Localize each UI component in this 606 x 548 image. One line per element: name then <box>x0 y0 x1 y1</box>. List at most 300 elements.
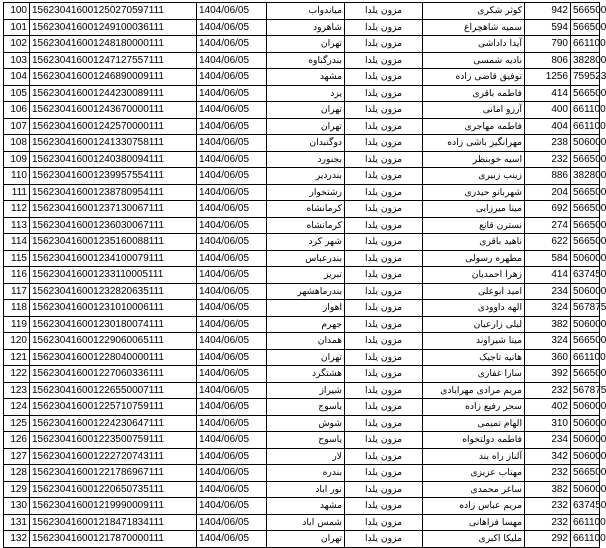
cell-date: 1404/06/05 <box>197 316 267 333</box>
cell-customer-name: مهسا فراهانی <box>423 514 525 531</box>
cell-city: شاهرود <box>267 19 345 36</box>
cell-amount: 566500 <box>571 366 600 383</box>
cell-date: 1404/06/05 <box>197 135 267 152</box>
cell-customer-name: کوثر شکری <box>423 3 525 20</box>
cell-city: بجنورد <box>267 151 345 168</box>
cell-tracking-code: 156230416001240380094111 <box>30 151 197 168</box>
cell-date: 1404/06/05 <box>197 69 267 86</box>
cell-customer-name: مریم مرادی مهرابادی <box>423 382 525 399</box>
cell-date: 1404/06/05 <box>197 151 267 168</box>
table-row <box>4 283 600 300</box>
cell-customer-name: توفیق قاضی زاده <box>423 69 525 86</box>
cell-amount: 566500 <box>571 19 600 36</box>
cell-quantity: 232 <box>525 498 571 515</box>
cell-amount: 506000 <box>571 432 600 449</box>
cell-amount: 566500 <box>571 234 600 251</box>
cell-amount: 506000 <box>571 135 600 152</box>
cell-tracking-code: 156230416001250270597111 <box>30 3 197 20</box>
cell-amount: 566500 <box>571 151 600 168</box>
cell-date: 1404/06/05 <box>197 465 267 482</box>
cell-date: 1404/06/05 <box>197 250 267 267</box>
cell-city: یاسوج <box>267 399 345 416</box>
table-row <box>4 19 600 36</box>
cell-row-number: 132 <box>4 531 30 548</box>
cell-amount: 382800 <box>571 168 600 185</box>
cell-tracking-code: 156230416001218471834111 <box>30 514 197 531</box>
cell-customer-name: آرزو امانی <box>423 102 525 119</box>
table-row <box>4 3 600 20</box>
cell-row-number: 105 <box>4 85 30 102</box>
cell-city: تهران <box>267 102 345 119</box>
cell-amount: 566500 <box>571 465 600 482</box>
cell-customer-name: آیدا داداشی <box>423 36 525 53</box>
cell-customer-name: اسیه خوبنظر <box>423 151 525 168</box>
cell-row-number: 119 <box>4 316 30 333</box>
cell-company: مزون یلدا <box>345 300 423 317</box>
cell-date: 1404/06/05 <box>197 184 267 201</box>
cell-city: دوگنبدان <box>267 135 345 152</box>
cell-row-number: 121 <box>4 349 30 366</box>
table-row <box>4 69 600 86</box>
cell-quantity: 692 <box>525 201 571 218</box>
cell-quantity: 382 <box>525 481 571 498</box>
cell-date: 1404/06/05 <box>197 52 267 69</box>
cell-customer-name: فاطمه دولتخواه <box>423 432 525 449</box>
cell-company: مزون یلدا <box>345 151 423 168</box>
cell-city: تهران <box>267 531 345 548</box>
cell-quantity: 1256 <box>525 69 571 86</box>
cell-company: مزون یلدا <box>345 69 423 86</box>
table-row <box>4 382 600 399</box>
cell-tracking-code: 156230416001247127557111 <box>30 52 197 69</box>
cell-row-number: 125 <box>4 415 30 432</box>
cell-customer-name: فاطمه مهاجری <box>423 118 525 135</box>
cell-city: رشتخوار <box>267 184 345 201</box>
cell-tracking-code: 156230416001230180074111 <box>30 316 197 333</box>
cell-date: 1404/06/05 <box>197 19 267 36</box>
cell-date: 1404/06/05 <box>197 118 267 135</box>
cell-customer-name: نسترن قانع <box>423 217 525 234</box>
cell-amount: 567875 <box>571 382 600 399</box>
cell-city: هشتگرد <box>267 366 345 383</box>
table-row <box>4 399 600 416</box>
cell-company: مزون یلدا <box>345 349 423 366</box>
cell-customer-name: سارا غفاری <box>423 366 525 383</box>
cell-city: همدان <box>267 333 345 350</box>
cell-date: 1404/06/05 <box>197 448 267 465</box>
cell-customer-name: سمیه شاهچراغ <box>423 19 525 36</box>
cell-company: مزون یلدا <box>345 201 423 218</box>
cell-quantity: 404 <box>525 118 571 135</box>
cell-company: مزون یلدا <box>345 19 423 36</box>
cell-quantity: 790 <box>525 36 571 53</box>
table-row <box>4 102 600 119</box>
cell-customer-name: ناهید باقری <box>423 234 525 251</box>
cell-quantity: 232 <box>525 151 571 168</box>
cell-amount: 506000 <box>571 448 600 465</box>
cell-quantity: 324 <box>525 333 571 350</box>
cell-city: تهران <box>267 118 345 135</box>
cell-quantity: 400 <box>525 102 571 119</box>
table-row <box>4 52 600 69</box>
cell-company: مزون یلدا <box>345 283 423 300</box>
cell-row-number: 117 <box>4 283 30 300</box>
cell-city: کرمانشاه <box>267 217 345 234</box>
table-row <box>4 415 600 432</box>
cell-tracking-code: 156230416001226550007111 <box>30 382 197 399</box>
cell-company: مزون یلدا <box>345 118 423 135</box>
cell-customer-name: مطهره رسولی <box>423 250 525 267</box>
cell-company: مزون یلدا <box>345 498 423 515</box>
cell-amount: 566500 <box>571 201 600 218</box>
cell-quantity: 382 <box>525 316 571 333</box>
table-row <box>4 498 600 515</box>
cell-quantity: 234 <box>525 432 571 449</box>
cell-row-number: 124 <box>4 399 30 416</box>
cell-date: 1404/06/05 <box>197 3 267 20</box>
cell-date: 1404/06/05 <box>197 366 267 383</box>
table-body <box>4 3 606 548</box>
table-row <box>4 168 600 185</box>
cell-city: بندره <box>267 465 345 482</box>
cell-tracking-code: 156230416001220650735111 <box>30 481 197 498</box>
cell-tracking-code: 156230416001241330758111 <box>30 135 197 152</box>
cell-row-number: 128 <box>4 465 30 482</box>
cell-row-number: 114 <box>4 234 30 251</box>
cell-customer-name: لیلی زارعیان <box>423 316 525 333</box>
cell-date: 1404/06/05 <box>197 300 267 317</box>
cell-company: مزون یلدا <box>345 465 423 482</box>
cell-city: شوش <box>267 415 345 432</box>
cell-row-number: 123 <box>4 382 30 399</box>
table-row <box>4 448 600 465</box>
cell-tracking-code: 156230416001238780954111 <box>30 184 197 201</box>
cell-row-number: 100 <box>4 3 30 20</box>
cell-company: مزون یلدا <box>345 135 423 152</box>
cell-row-number: 103 <box>4 52 30 69</box>
cell-customer-name: نادیه شمسی <box>423 52 525 69</box>
cell-amount: 506000 <box>571 316 600 333</box>
cell-amount: 506000 <box>571 481 600 498</box>
cell-city: مشهد <box>267 498 345 515</box>
cell-tracking-code: 156230416001229060065111 <box>30 333 197 350</box>
cell-row-number: 101 <box>4 19 30 36</box>
cell-company: مزون یلدا <box>345 399 423 416</box>
cell-row-number: 104 <box>4 69 30 86</box>
cell-tracking-code: 156230416001224230647111 <box>30 415 197 432</box>
cell-company: مزون یلدا <box>345 333 423 350</box>
cell-customer-name: هانیه تاجیک <box>423 349 525 366</box>
table-row <box>4 333 600 350</box>
cell-amount: 566500 <box>571 184 600 201</box>
cell-quantity: 232 <box>525 382 571 399</box>
cell-customer-name: شهربانو حیدری <box>423 184 525 201</box>
cell-amount: 566500 <box>571 85 600 102</box>
cell-quantity: 292 <box>525 531 571 548</box>
cell-tracking-code: 156230416001221786967111 <box>30 465 197 482</box>
table-row <box>4 36 600 53</box>
orders-table <box>3 2 606 548</box>
cell-row-number: 115 <box>4 250 30 267</box>
cell-amount: 506000 <box>571 250 600 267</box>
cell-date: 1404/06/05 <box>197 283 267 300</box>
cell-row-number: 120 <box>4 333 30 350</box>
cell-tracking-code: 156230416001228040000111 <box>30 349 197 366</box>
cell-date: 1404/06/05 <box>197 168 267 185</box>
cell-amount: 506000 <box>571 415 600 432</box>
cell-date: 1404/06/05 <box>197 36 267 53</box>
cell-company: مزون یلدا <box>345 168 423 185</box>
cell-date: 1404/06/05 <box>197 399 267 416</box>
cell-customer-name: مینا شیراوند <box>423 333 525 350</box>
cell-quantity: 622 <box>525 234 571 251</box>
cell-row-number: 116 <box>4 267 30 284</box>
cell-customer-name: آلناز راه بند <box>423 448 525 465</box>
cell-customer-name: زهرا احمدیان <box>423 267 525 284</box>
table-row <box>4 201 600 218</box>
cell-quantity: 594 <box>525 19 571 36</box>
cell-quantity: 942 <box>525 3 571 20</box>
table-row <box>4 85 600 102</box>
cell-amount: 661100 <box>571 531 600 548</box>
cell-tracking-code: 156230416001234100079111 <box>30 250 197 267</box>
cell-tracking-code: 156230416001233110005111 <box>30 267 197 284</box>
cell-quantity: 392 <box>525 366 571 383</box>
cell-company: مزون یلدا <box>345 316 423 333</box>
cell-company: مزون یلدا <box>345 217 423 234</box>
cell-date: 1404/06/05 <box>197 481 267 498</box>
cell-quantity: 414 <box>525 267 571 284</box>
cell-company: مزون یلدا <box>345 52 423 69</box>
cell-tracking-code: 156230416001231010006111 <box>30 300 197 317</box>
cell-date: 1404/06/05 <box>197 531 267 548</box>
cell-quantity: 402 <box>525 399 571 416</box>
cell-amount: 661100 <box>571 102 600 119</box>
cell-customer-name: الهام تمیمی <box>423 415 525 432</box>
table-row <box>4 250 600 267</box>
cell-date: 1404/06/05 <box>197 498 267 515</box>
cell-amount: 567875 <box>571 300 600 317</box>
cell-tracking-code: 156230416001227060336111 <box>30 366 197 383</box>
cell-quantity: 806 <box>525 52 571 69</box>
cell-city: بندردیر <box>267 168 345 185</box>
table-row <box>4 267 600 284</box>
cell-tracking-code: 156230416001237130067111 <box>30 201 197 218</box>
cell-city: شمس اباد <box>267 514 345 531</box>
cell-company: مزون یلدا <box>345 36 423 53</box>
cell-row-number: 110 <box>4 168 30 185</box>
cell-tracking-code: 156230416001225710759111 <box>30 399 197 416</box>
cell-customer-name: الهه داوودی <box>423 300 525 317</box>
cell-amount: 661100 <box>571 514 600 531</box>
cell-quantity: 238 <box>525 135 571 152</box>
cell-city: شهر کرد <box>267 234 345 251</box>
cell-quantity: 232 <box>525 465 571 482</box>
cell-row-number: 118 <box>4 300 30 317</box>
cell-date: 1404/06/05 <box>197 217 267 234</box>
cell-city: بندرعباس <box>267 250 345 267</box>
cell-amount: 637450 <box>571 498 600 515</box>
cell-row-number: 122 <box>4 366 30 383</box>
cell-quantity: 274 <box>525 217 571 234</box>
cell-amount: 637450 <box>571 267 600 284</box>
cell-tracking-code: 156230416001236030067111 <box>30 217 197 234</box>
cell-company: مزون یلدا <box>345 85 423 102</box>
cell-customer-name: مینا میرزایی <box>423 201 525 218</box>
cell-row-number: 131 <box>4 514 30 531</box>
cell-date: 1404/06/05 <box>197 234 267 251</box>
cell-company: مزون یلدا <box>345 250 423 267</box>
cell-date: 1404/06/05 <box>197 382 267 399</box>
cell-company: مزون یلدا <box>345 3 423 20</box>
cell-city: بندرگناوه <box>267 52 345 69</box>
cell-amount: 661100 <box>571 36 600 53</box>
table-row <box>4 366 600 383</box>
cell-customer-name: مهتاب عزیزی <box>423 465 525 482</box>
cell-city: تهران <box>267 349 345 366</box>
cell-date: 1404/06/05 <box>197 267 267 284</box>
table-row <box>4 184 600 201</box>
cell-quantity: 310 <box>525 415 571 432</box>
cell-tracking-code: 156230416001243670000111 <box>30 102 197 119</box>
cell-row-number: 129 <box>4 481 30 498</box>
table-row <box>4 300 600 317</box>
cell-customer-name: ساغر محمدی <box>423 481 525 498</box>
cell-company: مزون یلدا <box>345 514 423 531</box>
cell-customer-name: سحر رفیع زاده <box>423 399 525 416</box>
cell-date: 1404/06/05 <box>197 201 267 218</box>
cell-amount: 566500 <box>571 217 600 234</box>
cell-tracking-code: 156230416001217870000111 <box>30 531 197 548</box>
table-row <box>4 514 600 531</box>
cell-city: تهران <box>267 36 345 53</box>
cell-city: نور اباد <box>267 481 345 498</box>
cell-company: مزون یلدا <box>345 382 423 399</box>
cell-row-number: 130 <box>4 498 30 515</box>
cell-amount: 661100 <box>571 118 600 135</box>
table-row <box>4 481 600 498</box>
cell-company: مزون یلدا <box>345 531 423 548</box>
cell-row-number: 112 <box>4 201 30 218</box>
cell-quantity: 232 <box>525 514 571 531</box>
cell-company: مزون یلدا <box>345 432 423 449</box>
cell-tracking-code: 156230416001219990009111 <box>30 498 197 515</box>
cell-city: شیراز <box>267 382 345 399</box>
table-row <box>4 465 600 482</box>
cell-date: 1404/06/05 <box>197 333 267 350</box>
cell-tracking-code: 156230416001239957554111 <box>30 168 197 185</box>
cell-customer-name: امید ابوعلی <box>423 283 525 300</box>
table-row <box>4 151 600 168</box>
cell-city: لار <box>267 448 345 465</box>
cell-company: مزون یلدا <box>345 415 423 432</box>
cell-date: 1404/06/05 <box>197 415 267 432</box>
cell-customer-name: مهرانگیز باشی زاده <box>423 135 525 152</box>
table-row <box>4 432 600 449</box>
cell-amount: 661100 <box>571 349 600 366</box>
cell-amount: 566500 <box>571 3 600 20</box>
table-row <box>4 135 600 152</box>
cell-tracking-code: 156230416001246890009111 <box>30 69 197 86</box>
cell-quantity: 886 <box>525 168 571 185</box>
cell-quantity: 324 <box>525 300 571 317</box>
cell-tracking-code: 156230416001235160088111 <box>30 234 197 251</box>
cell-tracking-code: 156230416001222720743111 <box>30 448 197 465</box>
cell-row-number: 109 <box>4 151 30 168</box>
cell-quantity: 584 <box>525 250 571 267</box>
cell-quantity: 414 <box>525 85 571 102</box>
cell-customer-name: زینب زبیری <box>423 168 525 185</box>
cell-date: 1404/06/05 <box>197 349 267 366</box>
cell-quantity: 204 <box>525 184 571 201</box>
cell-amount: 759523 <box>571 69 600 86</box>
cell-customer-name: مریم عباس زاده <box>423 498 525 515</box>
cell-company: مزون یلدا <box>345 234 423 251</box>
table-row <box>4 234 600 251</box>
cell-customer-name: فاطمه باقری <box>423 85 525 102</box>
cell-row-number: 126 <box>4 432 30 449</box>
cell-company: مزون یلدا <box>345 448 423 465</box>
cell-company: مزون یلدا <box>345 267 423 284</box>
cell-amount: 506000 <box>571 283 600 300</box>
cell-quantity: 360 <box>525 349 571 366</box>
cell-row-number: 111 <box>4 184 30 201</box>
cell-company: مزون یلدا <box>345 481 423 498</box>
cell-city: کرمانشاه <box>267 201 345 218</box>
cell-amount: 382800 <box>571 52 600 69</box>
cell-city: یزد <box>267 85 345 102</box>
cell-quantity: 342 <box>525 448 571 465</box>
table-row <box>4 316 600 333</box>
table-row <box>4 349 600 366</box>
cell-customer-name: ملیکا اکبری <box>423 531 525 548</box>
cell-tracking-code: 156230416001244230089111 <box>30 85 197 102</box>
cell-quantity: 234 <box>525 283 571 300</box>
cell-city: میاندواب <box>267 3 345 20</box>
cell-row-number: 106 <box>4 102 30 119</box>
table-row <box>4 217 600 234</box>
cell-date: 1404/06/05 <box>197 514 267 531</box>
table-row <box>4 531 600 548</box>
cell-city: تبریز <box>267 267 345 284</box>
cell-city: یاسوج <box>267 432 345 449</box>
cell-city: جهرم <box>267 316 345 333</box>
cell-row-number: 108 <box>4 135 30 152</box>
cell-tracking-code: 156230416001232820635111 <box>30 283 197 300</box>
cell-company: مزون یلدا <box>345 184 423 201</box>
cell-row-number: 113 <box>4 217 30 234</box>
cell-date: 1404/06/05 <box>197 102 267 119</box>
cell-amount: 506000 <box>571 399 600 416</box>
table-row <box>4 118 600 135</box>
cell-date: 1404/06/05 <box>197 85 267 102</box>
cell-amount: 566500 <box>571 333 600 350</box>
cell-date: 1404/06/05 <box>197 432 267 449</box>
cell-row-number: 102 <box>4 36 30 53</box>
cell-row-number: 107 <box>4 118 30 135</box>
cell-company: مزون یلدا <box>345 102 423 119</box>
data-sheet <box>3 2 606 548</box>
cell-row-number: 127 <box>4 448 30 465</box>
cell-tracking-code: 156230416001223500759111 <box>30 432 197 449</box>
cell-city: مشهد <box>267 69 345 86</box>
cell-company: مزون یلدا <box>345 366 423 383</box>
cell-tracking-code: 156230416001249100036111 <box>30 19 197 36</box>
cell-city: بندرماهشهر <box>267 283 345 300</box>
cell-tracking-code: 156230416001242570000111 <box>30 118 197 135</box>
cell-tracking-code: 156230416001248180000111 <box>30 36 197 53</box>
cell-city: اهواز <box>267 300 345 317</box>
